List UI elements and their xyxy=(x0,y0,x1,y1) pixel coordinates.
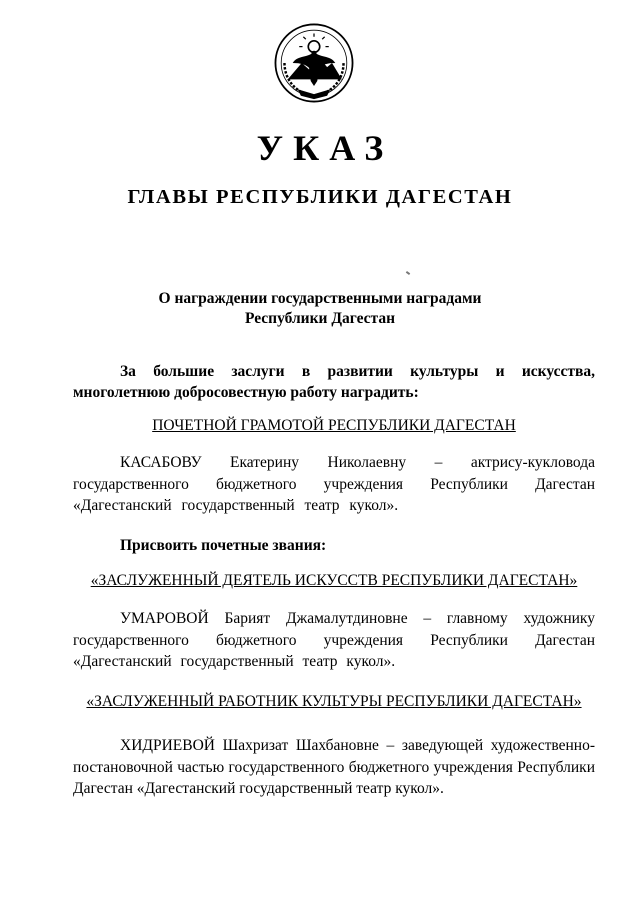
honored-culture-worker-heading: «ЗАСЛУЖЕННЫЙ РАБОТНИК КУЛЬТУРЫ РЕСПУБЛИКИ ДАГЕСТАН» xyxy=(86,693,582,710)
honored-culture-worker-paragraph: ХИДРИЕВОЙ Шахризат Шахбановне – заведующей художественно-постановочной частью государственного бюджетного учреждения Республики Дагестан «Дагестанский государственный театр кукол». xyxy=(73,737,595,797)
subject-line-1: О награждении государственными наградами xyxy=(158,290,482,307)
document-subject xyxy=(120,289,520,329)
intro-paragraph: За большие заслуги в развитии культуры и искусства, многолетнюю добросовестную работу наградить: xyxy=(73,363,595,401)
document-issuer: ГЛАВЫ РЕСПУБЛИКИ ДАГЕСТАН xyxy=(127,186,513,208)
assign-titles-heading: Присвоить почетные звания: xyxy=(120,537,327,554)
honored-artist-paragraph: УМАРОВОЙ Барият Джамалутдиновне – главному художнику государственного бюджетного учреждения Республики Дагестан «Дагестанский государственный театр кукол». xyxy=(73,610,595,670)
award-heading: ПОЧЕТНОЙ ГРАМОТОЙ РЕСПУБЛИКИ ДАГЕСТАН xyxy=(152,417,516,434)
award-paragraph: КАСАБОВУ Екатерину Николаевну – актрису-кукловода государственного бюджетного учреждения Республики Дагестан «Дагестанский государственный театр кукол». xyxy=(73,454,595,514)
subject-line-2: Республики Дагестан xyxy=(244,310,396,327)
scan-speck xyxy=(406,271,410,275)
document-title: УКАЗ xyxy=(256,128,394,168)
dagestan-coat-of-arms-icon xyxy=(273,22,355,104)
honored-artist-heading: «ЗАСЛУЖЕННЫЙ ДЕЯТЕЛЬ ИСКУССТВ РЕСПУБЛИКИ ДАГЕСТАН» xyxy=(90,572,578,589)
